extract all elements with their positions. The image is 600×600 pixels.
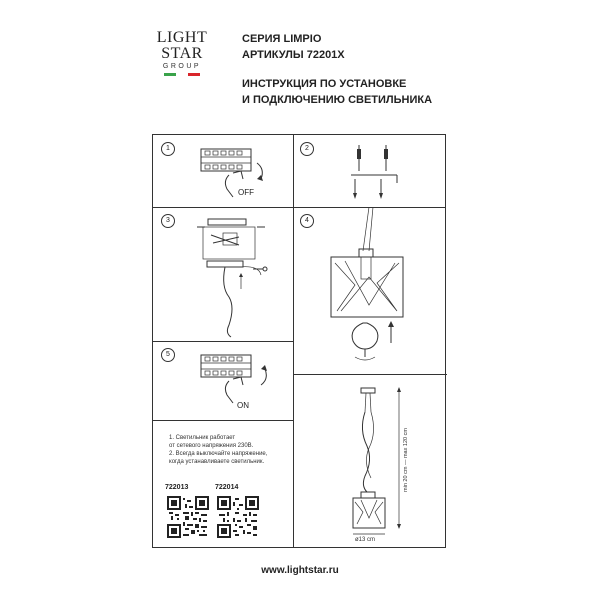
mounting-screws-icon [293, 135, 447, 207]
header-series-block [242, 31, 345, 63]
instruction-title-block [242, 76, 432, 108]
wiring-connection-icon [153, 207, 293, 341]
diameter-dimension-label: ø13 cm [355, 537, 376, 543]
notes-cell [153, 420, 293, 549]
lamp-bulb-insert-icon [293, 207, 447, 374]
articles-title: АРТИКУЛЫ 72201X [242, 49, 345, 61]
step-5-cell [153, 341, 293, 420]
qr-code-icon [217, 496, 259, 538]
step-1-off-label: OFF [238, 188, 254, 197]
dimensions-cell [293, 374, 447, 549]
step-5-on-label: ON [237, 401, 249, 410]
switch-on-icon [153, 341, 293, 420]
note-line-3: 2. Всегда выключайте напряжение, [169, 451, 268, 457]
step-2-number: 2 [300, 142, 314, 156]
step-5-number: 5 [161, 348, 175, 362]
flag-white [176, 73, 188, 76]
step-4-cell [293, 207, 447, 374]
brand-logo [152, 30, 212, 76]
article-code-1: 722013 [165, 484, 189, 491]
pendant-dimensions-diagram [293, 374, 447, 549]
step-2-cell [293, 135, 447, 207]
article-code-2: 722014 [215, 484, 239, 491]
qr-code-icon [167, 496, 209, 538]
step-1-cell [153, 135, 293, 207]
instruction-title-line-1: ИНСТРУКЦИЯ ПО УСТАНОВКЕ [242, 78, 407, 90]
flag-stripe [164, 73, 200, 76]
series-title: СЕРИЯ LIMPIO [242, 33, 322, 45]
instruction-title-line-2: И ПОДКЛЮЧЕНИЮ СВЕТИЛЬНИКА [242, 94, 433, 106]
note-line-4: когда устанавливаете светильник. [169, 459, 265, 465]
instruction-grid [152, 134, 446, 548]
note-line-1: 1. Светильник работает [169, 435, 236, 441]
notes-block [169, 434, 267, 466]
note-line-2: от сетевого напряжения 230В. [169, 443, 254, 449]
flag-green [164, 73, 176, 76]
footer-url[interactable]: www.lightstar.ru [261, 565, 339, 576]
step-1-number: 1 [161, 142, 175, 156]
brand-line-2: STAR [161, 45, 203, 62]
height-dimension-label: min 20 cm — max 120 cm [403, 428, 409, 492]
step-4-number: 4 [300, 214, 314, 228]
flag-red [188, 73, 200, 76]
switch-off-icon [153, 135, 293, 207]
step-3-cell [153, 207, 293, 341]
step-3-number: 3 [161, 214, 175, 228]
brand-line-1: LIGHT [156, 29, 208, 46]
brand-line-3: GROUP [162, 63, 202, 70]
